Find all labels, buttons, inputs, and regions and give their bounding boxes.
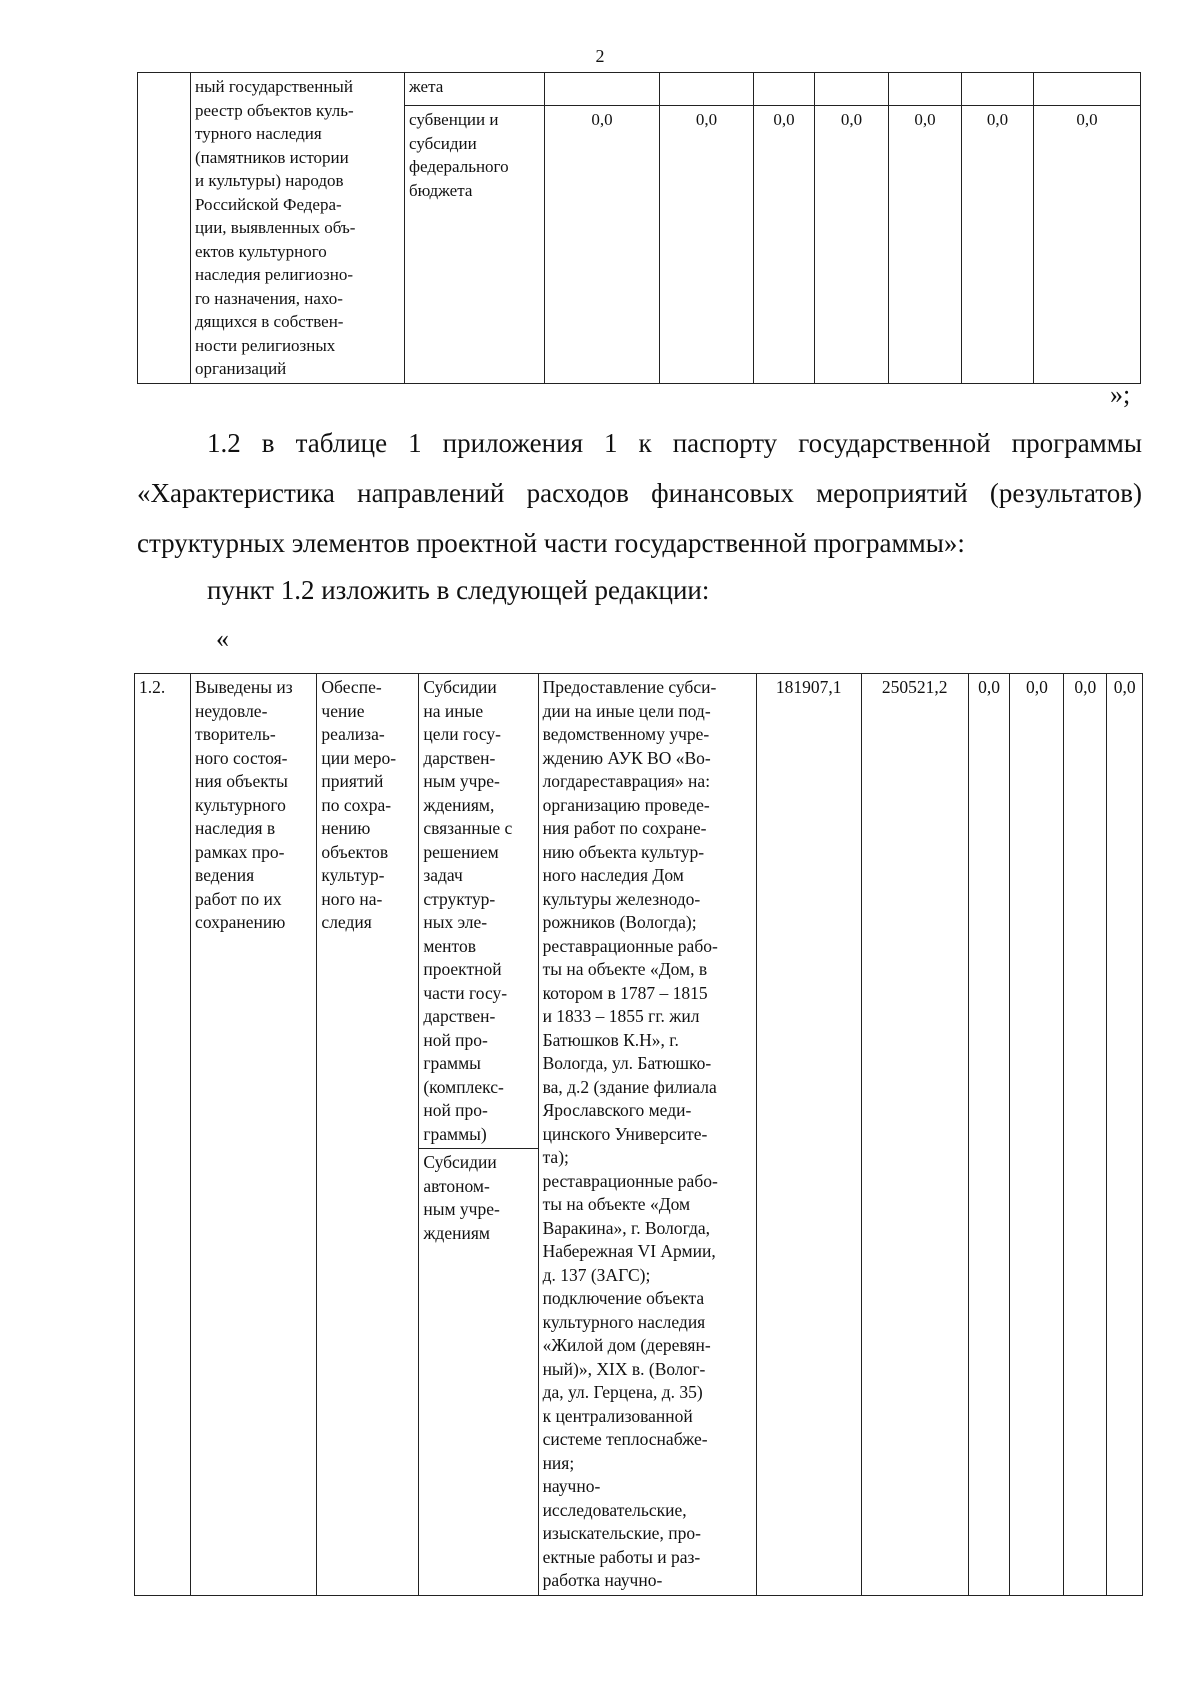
amount-cell: 250521,2 — [861, 674, 968, 1596]
value-cell — [962, 73, 1034, 106]
amount-cell: 0,0 — [1064, 674, 1107, 1596]
value-cell — [754, 73, 815, 106]
value-cell: 0,0 — [889, 106, 962, 383]
opening-quote: « — [216, 624, 229, 653]
amount-cell: 0,0 — [1010, 674, 1064, 1596]
instruction-paragraph: пункт 1.2 изложить в следующей редакции: — [207, 575, 710, 605]
value-cell: 0,0 — [815, 106, 889, 383]
amendment-paragraph-text: 1.2 в таблице 1 приложения 1 к паспорту государственной программы «Характеристика направлений расходов финансовых мероприятий (результатов) структурных элементов проектной части государственной программы»: — [137, 428, 1142, 558]
expense-type-2: Субсидии автоном- ным учре- ждениям — [423, 1152, 500, 1243]
amount-cell: 0,0 — [1107, 674, 1143, 1596]
expense-type-1: Субсидии на иные цели госу- дарствен- ным учре- ждениям, связанные с решением задач структур- ных эле- ментов проектной части госу- дарствен- ной про- граммы (комплекс- ной про- граммы) — [419, 676, 537, 1149]
page-number: 2 — [595, 46, 605, 66]
value-cell — [545, 73, 660, 106]
funding-source-cell: субвенции и субсидии федерального бюджета — [405, 106, 545, 383]
value-cell — [889, 73, 962, 106]
value-cell: 0,0 — [962, 106, 1034, 383]
value-cell: 0,0 — [660, 106, 754, 383]
new-edition-table — [134, 673, 1143, 1596]
funding-source-cell: жета — [405, 73, 545, 106]
empty-number-cell — [138, 73, 191, 384]
value-cell: 0,0 — [754, 106, 815, 383]
result-cell: Выведены из неудовле- творитель- ного состоя- ния объекты культурного наследия в рамках про- ведения работ по их сохранению — [191, 674, 317, 1596]
measure-name-cell: ный государственный реестр объектов куль- турного наследия (памятников истории и культуры) народов Российской Федера- ции, выявленных объ- ектов культурного наследия религиозно- го назначения, нахо- дящихся в собствен- ности религиозных организаций — [191, 73, 405, 384]
amount-cell: 181907,1 — [756, 674, 861, 1596]
closing-quote: »; — [1110, 380, 1131, 409]
amendment-paragraph — [137, 418, 1142, 568]
row-number-cell: 1.2. — [135, 674, 191, 1596]
value-cell — [815, 73, 889, 106]
value-cell: 0,0 — [1034, 106, 1141, 383]
continued-table — [137, 72, 1141, 384]
description-cell: Предоставление субси- дии на иные цели под- ведомственному учре- ждению АУК ВО «Во- логдареставрация» на: организацию проведе- ния работ по сохране- нию объекта культур- ного наследия Дом культуры железнодо- рожников (Вологда); реставрационные рабо- ты на объекте «Дом, в котором в 1787 – 1815 и 1833 – 1855 гг. жил Батюшков К.Н», г. Вологда, ул. Батюшко- ва, д.2 (здание филиала Ярославского меди- цинского Университе- та); реставрационные рабо- ты на объекте «Дом Варакина», г. Вологда, Набережная VI Армии, д. 137 (ЗАГС); подключение объекта культурного наследия «Жилой дом (деревян- ный)», XIX в. (Волог- да, ул. Герцена, д. 35) к централизованной системе теплоснабже- ния; научно- исследовательские, изыскательские, про- ектные работы и раз- работка научно- — [538, 674, 756, 1596]
expense-type-cell — [419, 674, 538, 1596]
activity-cell: Обеспе- чение реализа- ции меро- приятий по сохра- нению объектов культур- ного на- следия — [317, 674, 419, 1596]
value-cell — [1034, 73, 1141, 106]
value-cell — [660, 73, 754, 106]
value-cell: 0,0 — [545, 106, 660, 383]
amount-cell: 0,0 — [968, 674, 1010, 1596]
